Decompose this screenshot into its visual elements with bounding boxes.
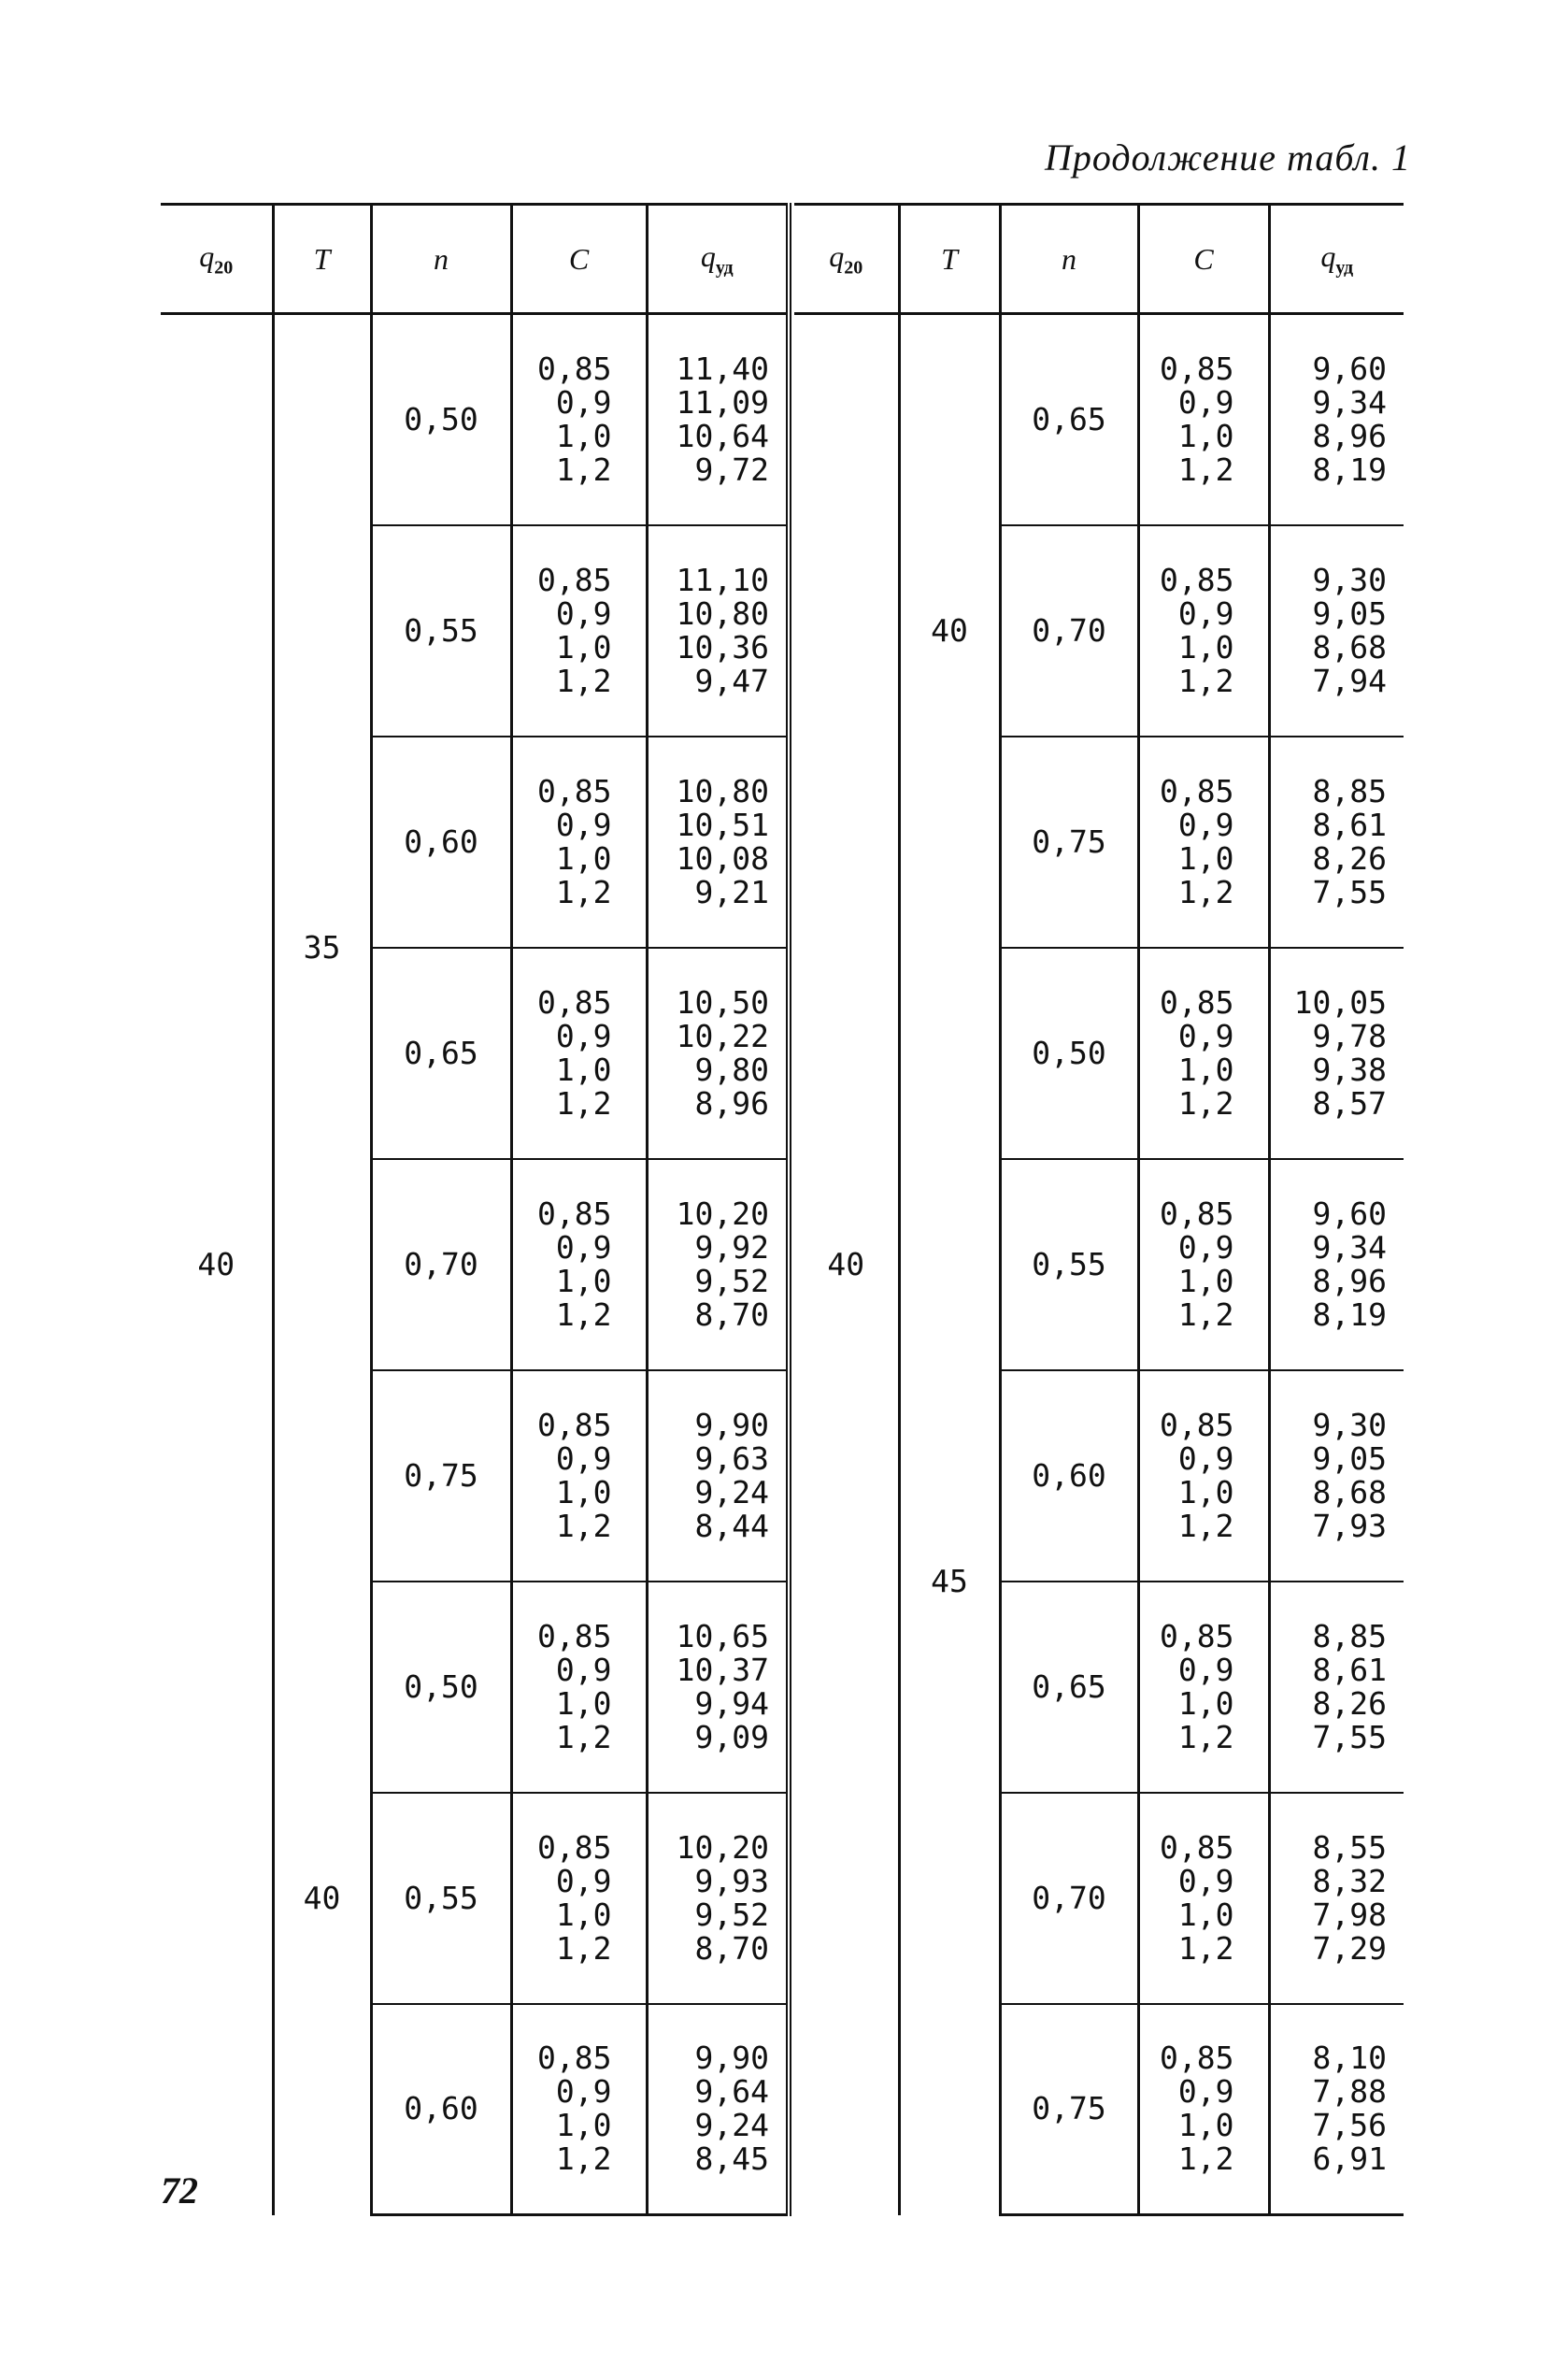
c-value: 1,0 <box>1177 628 1234 666</box>
header-n: n <box>1000 205 1138 314</box>
qud-value: 9,24 <box>694 1473 769 1510</box>
qud-value: 9,64 <box>694 2073 769 2111</box>
c-value: 0,9 <box>555 1228 612 1266</box>
n-value: 0,55 <box>1000 1159 1138 1370</box>
qud-value: 9,90 <box>694 2040 769 2077</box>
qud-value: 9,60 <box>1312 350 1387 387</box>
c-value: 0,85 <box>537 1195 612 1232</box>
t-value: 45 <box>899 948 1000 2215</box>
header-qud: $q_{уд}$ <box>1269 205 1404 314</box>
n-value: 0,60 <box>1000 1370 1138 1582</box>
c-value: 1,2 <box>1177 1084 1234 1122</box>
c-value: 1,2 <box>1177 1296 1234 1333</box>
c-value: 1,2 <box>555 2140 612 2178</box>
qud-value: 9,05 <box>1312 1439 1387 1477</box>
c-value: 0,85 <box>537 2040 612 2077</box>
n-value: 0,70 <box>1000 525 1138 737</box>
qud-value: 9,78 <box>1312 1017 1387 1054</box>
q20-value: 40 <box>197 1246 235 1283</box>
c-value: 0,9 <box>1177 2073 1234 2111</box>
qud-value: 9,09 <box>694 1718 769 1755</box>
qud-values-cell <box>1269 948 1404 1159</box>
c-value: 0,85 <box>537 1406 612 1443</box>
n-value: 0,60 <box>371 737 511 948</box>
qud-values-cell <box>1269 314 1404 525</box>
c-value: 0,85 <box>537 1617 612 1654</box>
qud-value: 8,10 <box>1312 2040 1387 2077</box>
qud-value: 9,52 <box>694 1262 769 1299</box>
qud-values-cell <box>647 948 789 1159</box>
qud-values-cell <box>647 2004 789 2215</box>
c-value: 1,0 <box>555 1896 612 1933</box>
c-value: 0,85 <box>537 1828 612 1866</box>
qud-values-cell <box>647 525 789 737</box>
qud-value: 8,68 <box>1312 628 1387 666</box>
qud-value: 7,55 <box>1312 873 1387 910</box>
qud-value: 10,08 <box>676 839 769 877</box>
qud-value: 9,94 <box>694 1684 769 1722</box>
qud-value: 8,70 <box>694 1929 769 1967</box>
qud-value: 9,34 <box>1312 383 1387 421</box>
qud-value: 10,64 <box>676 417 769 454</box>
qud-value: 9,60 <box>1312 1195 1387 1232</box>
qud-value: 7,55 <box>1312 1718 1387 1755</box>
c-value: 1,0 <box>1177 2107 1234 2144</box>
c-value: 1,0 <box>1177 1896 1234 1933</box>
c-value: 1,0 <box>1177 1051 1234 1088</box>
qud-values-cell <box>647 314 789 525</box>
c-values-cell <box>511 1370 647 1582</box>
c-value: 1,2 <box>1177 1507 1234 1544</box>
qud-value: 8,96 <box>694 1084 769 1122</box>
table-continuation-heading: Продолжение табл. 1 <box>1044 136 1411 179</box>
c-value: 0,9 <box>1177 383 1234 421</box>
c-values-cell <box>1138 1582 1269 1793</box>
c-value: 0,85 <box>1160 1828 1234 1866</box>
qud-value: 10,37 <box>676 1651 769 1688</box>
c-values-cell <box>511 1159 647 1370</box>
c-value: 1,2 <box>555 662 612 699</box>
c-value: 0,85 <box>1160 350 1234 387</box>
c-value: 1,2 <box>1177 662 1234 699</box>
qud-value: 9,05 <box>1312 594 1387 632</box>
c-values-cell <box>511 948 647 1159</box>
n-value: 0,70 <box>371 1159 511 1370</box>
qud-values-cell <box>647 737 789 948</box>
qud-value: 9,80 <box>694 1051 769 1088</box>
c-value: 0,85 <box>1160 1195 1234 1232</box>
qud-value: 9,72 <box>694 451 769 488</box>
c-value: 0,85 <box>1160 1617 1234 1654</box>
c-value: 0,9 <box>1177 1651 1234 1688</box>
qud-value: 9,52 <box>694 1896 769 1933</box>
c-values-cell <box>511 737 647 948</box>
header-q20: $q_{20}$ <box>794 205 899 314</box>
qud-value: 9,63 <box>694 1439 769 1477</box>
qud-value: 10,36 <box>676 628 769 666</box>
table-body-right <box>794 314 1404 2215</box>
c-value: 0,85 <box>537 561 612 598</box>
c-value: 1,2 <box>555 1296 612 1333</box>
qud-value: 10,80 <box>676 594 769 632</box>
c-value: 1,0 <box>1177 1262 1234 1299</box>
n-value: 0,50 <box>1000 948 1138 1159</box>
c-values-cell <box>511 2004 647 2215</box>
qud-value: 8,32 <box>1312 1862 1387 1899</box>
c-value: 1,0 <box>1177 839 1234 877</box>
qud-value: 8,70 <box>694 1296 769 1333</box>
c-value: 0,85 <box>537 772 612 809</box>
n-value: 0,55 <box>371 525 511 737</box>
qud-value: 8,44 <box>694 1507 769 1544</box>
q20-value: 40 <box>827 1246 865 1283</box>
n-value: 0,50 <box>371 1582 511 1793</box>
header-c: C <box>1138 205 1269 314</box>
qud-values-cell <box>1269 2004 1404 2215</box>
data-table-right <box>794 203 1404 2216</box>
qud-value: 8,55 <box>1312 1828 1387 1866</box>
c-value: 1,0 <box>555 839 612 877</box>
c-value: 1,0 <box>555 1473 612 1510</box>
qud-value: 8,85 <box>1312 1617 1387 1654</box>
c-value: 1,0 <box>555 1051 612 1088</box>
qud-value: 8,61 <box>1312 806 1387 843</box>
c-value: 1,2 <box>1177 2140 1234 2178</box>
qud-value: 11,09 <box>676 383 769 421</box>
n-value: 0,55 <box>371 1793 511 2004</box>
header-n: n <box>371 205 511 314</box>
qud-value: 8,85 <box>1312 772 1387 809</box>
n-value: 0,65 <box>371 948 511 1159</box>
qud-value: 9,24 <box>694 2107 769 2144</box>
qud-value: 8,19 <box>1312 1296 1387 1333</box>
qud-value: 10,20 <box>676 1828 769 1866</box>
c-value: 1,0 <box>555 1262 612 1299</box>
c-value: 0,9 <box>1177 1017 1234 1054</box>
qud-values-cell <box>1269 1370 1404 1582</box>
qud-value: 8,96 <box>1312 1262 1387 1299</box>
qud-value: 7,88 <box>1312 2073 1387 2111</box>
c-value: 1,2 <box>555 1718 612 1755</box>
t-value: 35 <box>273 314 371 1582</box>
qud-value: 9,92 <box>694 1228 769 1266</box>
n-value: 0,65 <box>1000 314 1138 525</box>
qud-value: 7,56 <box>1312 2107 1387 2144</box>
n-value: 0,75 <box>371 1370 511 1582</box>
data-table-left <box>161 203 791 2216</box>
c-value: 0,9 <box>1177 1862 1234 1899</box>
qud-values-cell <box>647 1582 789 1793</box>
qud-value: 8,61 <box>1312 1651 1387 1688</box>
qud-value: 9,47 <box>694 662 769 699</box>
c-values-cell <box>1138 1793 1269 2004</box>
c-values-cell <box>511 1582 647 1793</box>
qud-values-cell <box>1269 737 1404 948</box>
qud-value: 9,21 <box>694 873 769 910</box>
c-value: 1,2 <box>1177 451 1234 488</box>
qud-values-cell <box>1269 525 1404 737</box>
qud-values-cell <box>1269 1159 1404 1370</box>
qud-value: 10,65 <box>676 1617 769 1654</box>
qud-value: 7,93 <box>1312 1507 1387 1544</box>
qud-value: 8,96 <box>1312 417 1387 454</box>
c-value: 1,0 <box>1177 1684 1234 1722</box>
c-value: 0,9 <box>555 1862 612 1899</box>
qud-value: 8,68 <box>1312 1473 1387 1510</box>
c-value: 0,9 <box>555 594 612 632</box>
qud-value: 10,50 <box>676 983 769 1021</box>
c-value: 0,9 <box>555 806 612 843</box>
t-value: 40 <box>899 314 1000 948</box>
c-value: 0,85 <box>1160 2040 1234 2077</box>
c-values-cell <box>1138 737 1269 948</box>
qud-value: 10,51 <box>676 806 769 843</box>
qud-value: 10,20 <box>676 1195 769 1232</box>
c-value: 0,85 <box>1160 1406 1234 1443</box>
c-values-cell <box>511 1793 647 2004</box>
t-value: 40 <box>273 1582 371 2215</box>
c-values-cell <box>1138 314 1269 525</box>
header-c: C <box>511 205 647 314</box>
table-body-left <box>161 314 789 2215</box>
c-value: 1,2 <box>555 1084 612 1122</box>
qud-value: 9,93 <box>694 1862 769 1899</box>
c-value: 1,2 <box>1177 1718 1234 1755</box>
qud-value: 11,10 <box>676 561 769 598</box>
qud-value: 7,94 <box>1312 662 1387 699</box>
qud-value: 9,34 <box>1312 1228 1387 1266</box>
qud-value: 8,57 <box>1312 1084 1387 1122</box>
qud-value: 8,45 <box>694 2140 769 2178</box>
c-value: 0,85 <box>1160 561 1234 598</box>
n-value: 0,70 <box>1000 1793 1138 2004</box>
c-value: 1,2 <box>555 1507 612 1544</box>
c-value: 0,9 <box>555 1017 612 1054</box>
qud-value: 9,30 <box>1312 561 1387 598</box>
c-value: 0,85 <box>537 350 612 387</box>
c-values-cell <box>511 525 647 737</box>
qud-value: 9,90 <box>694 1406 769 1443</box>
header-t: T <box>899 205 1000 314</box>
c-values-cell <box>1138 948 1269 1159</box>
header-q20: $q_{20}$ <box>161 205 273 314</box>
c-value: 1,2 <box>555 873 612 910</box>
qud-values-cell <box>1269 1582 1404 1793</box>
c-values-cell <box>1138 1370 1269 1582</box>
c-value: 1,0 <box>555 628 612 666</box>
qud-values-cell <box>1269 1793 1404 2004</box>
c-values-cell <box>1138 1159 1269 1370</box>
c-values-cell <box>1138 525 1269 737</box>
qud-value: 7,98 <box>1312 1896 1387 1933</box>
c-values-cell <box>511 314 647 525</box>
qud-values-cell <box>647 1159 789 1370</box>
c-value: 0,9 <box>1177 1228 1234 1266</box>
n-value: 0,75 <box>1000 2004 1138 2215</box>
c-value: 0,9 <box>1177 806 1234 843</box>
n-value: 0,60 <box>371 2004 511 2215</box>
c-value: 1,0 <box>1177 1473 1234 1510</box>
qud-value: 10,22 <box>676 1017 769 1054</box>
qud-value: 7,29 <box>1312 1929 1387 1967</box>
n-value: 0,75 <box>1000 737 1138 948</box>
c-value: 1,0 <box>555 1684 612 1722</box>
n-value: 0,50 <box>371 314 511 525</box>
header-t: T <box>273 205 371 314</box>
c-value: 0,9 <box>555 1651 612 1688</box>
c-value: 0,9 <box>555 2073 612 2111</box>
c-value: 1,0 <box>555 2107 612 2144</box>
qud-value: 8,26 <box>1312 1684 1387 1722</box>
qud-value: 9,38 <box>1312 1051 1387 1088</box>
qud-values-cell <box>647 1370 789 1582</box>
c-value: 1,2 <box>1177 1929 1234 1967</box>
n-value: 0,65 <box>1000 1582 1138 1793</box>
qud-value: 8,19 <box>1312 451 1387 488</box>
c-value: 1,2 <box>1177 873 1234 910</box>
header-qud: $q_{уд}$ <box>647 205 789 314</box>
c-value: 1,2 <box>555 451 612 488</box>
c-value: 0,85 <box>1160 983 1234 1021</box>
c-value: 1,0 <box>1177 417 1234 454</box>
qud-values-cell <box>647 1793 789 2004</box>
c-value: 0,9 <box>555 383 612 421</box>
c-values-cell <box>1138 2004 1269 2215</box>
c-value: 0,9 <box>1177 1439 1234 1477</box>
c-value: 0,85 <box>1160 772 1234 809</box>
qud-value: 10,05 <box>1293 983 1387 1021</box>
c-value: 0,9 <box>1177 594 1234 632</box>
table-row <box>794 314 1404 525</box>
c-value: 1,0 <box>555 417 612 454</box>
qud-value: 11,40 <box>676 350 769 387</box>
c-value: 0,85 <box>537 983 612 1021</box>
qud-value: 9,30 <box>1312 1406 1387 1443</box>
header-row <box>794 205 1404 314</box>
c-value: 0,9 <box>555 1439 612 1477</box>
table-row <box>161 314 789 525</box>
header-row <box>161 205 789 314</box>
c-value: 1,2 <box>555 1929 612 1967</box>
page-number: 72 <box>161 2169 198 2212</box>
qud-value: 10,80 <box>676 772 769 809</box>
qud-value: 8,26 <box>1312 839 1387 877</box>
qud-value: 6,91 <box>1312 2140 1387 2178</box>
